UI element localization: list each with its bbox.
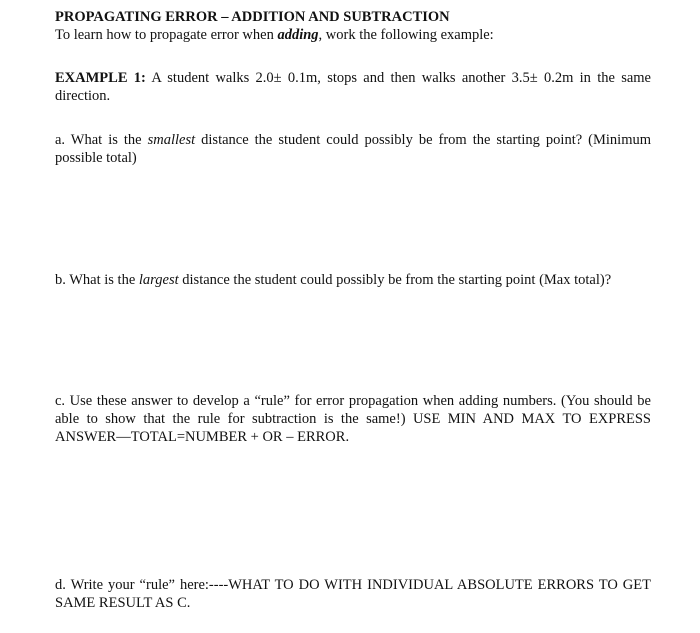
intro-emphasis: adding	[277, 27, 319, 43]
intro-after: , work the following example:	[318, 27, 494, 43]
intro-text	[55, 26, 651, 44]
question-a-emphasis: smallest	[147, 132, 196, 148]
intro-before: To learn how to propagate error when	[55, 27, 278, 43]
question-b-after: distance the student could possibly be from the starting point (Max total)?	[178, 272, 612, 288]
question-b-emphasis: largest	[138, 272, 179, 288]
page-title: PROPAGATING ERROR – ADDITION AND SUBTRACTION	[55, 9, 450, 25]
question-a-after: distance the student could possibly be from the starting point? (Minimum possible total)	[55, 132, 651, 166]
question-d-text: d. Write your “rule” here:----WHAT TO DO WITH INDIVIDUAL ABSOLUTE ERRORS TO GET SAME RESULT AS C.	[55, 577, 651, 611]
example-text: A student walks 2.0± 0.1m, stops and then walks another 3.5± 0.2m in the same direction.	[55, 70, 651, 104]
worksheet-header	[55, 8, 651, 44]
question-a	[55, 131, 651, 167]
example-label: EXAMPLE 1:	[55, 70, 146, 86]
question-c	[55, 392, 651, 446]
question-b	[55, 271, 651, 289]
example-paragraph	[55, 69, 651, 105]
example-1	[55, 69, 651, 105]
question-c-text: c. Use these answer to develop a “rule” for error propagation when adding numbers. (You should be able to show that the rule for subtraction is the same!) USE MIN AND MAX TO EXPRESS ANSWER—TOTAL=NUMBER + OR – ERROR.	[55, 393, 651, 445]
question-b-text	[55, 271, 651, 289]
question-a-before: a. What is the	[55, 132, 148, 148]
question-b-before: b. What is the	[55, 272, 139, 288]
question-a-text	[55, 131, 651, 167]
question-d	[55, 576, 651, 612]
